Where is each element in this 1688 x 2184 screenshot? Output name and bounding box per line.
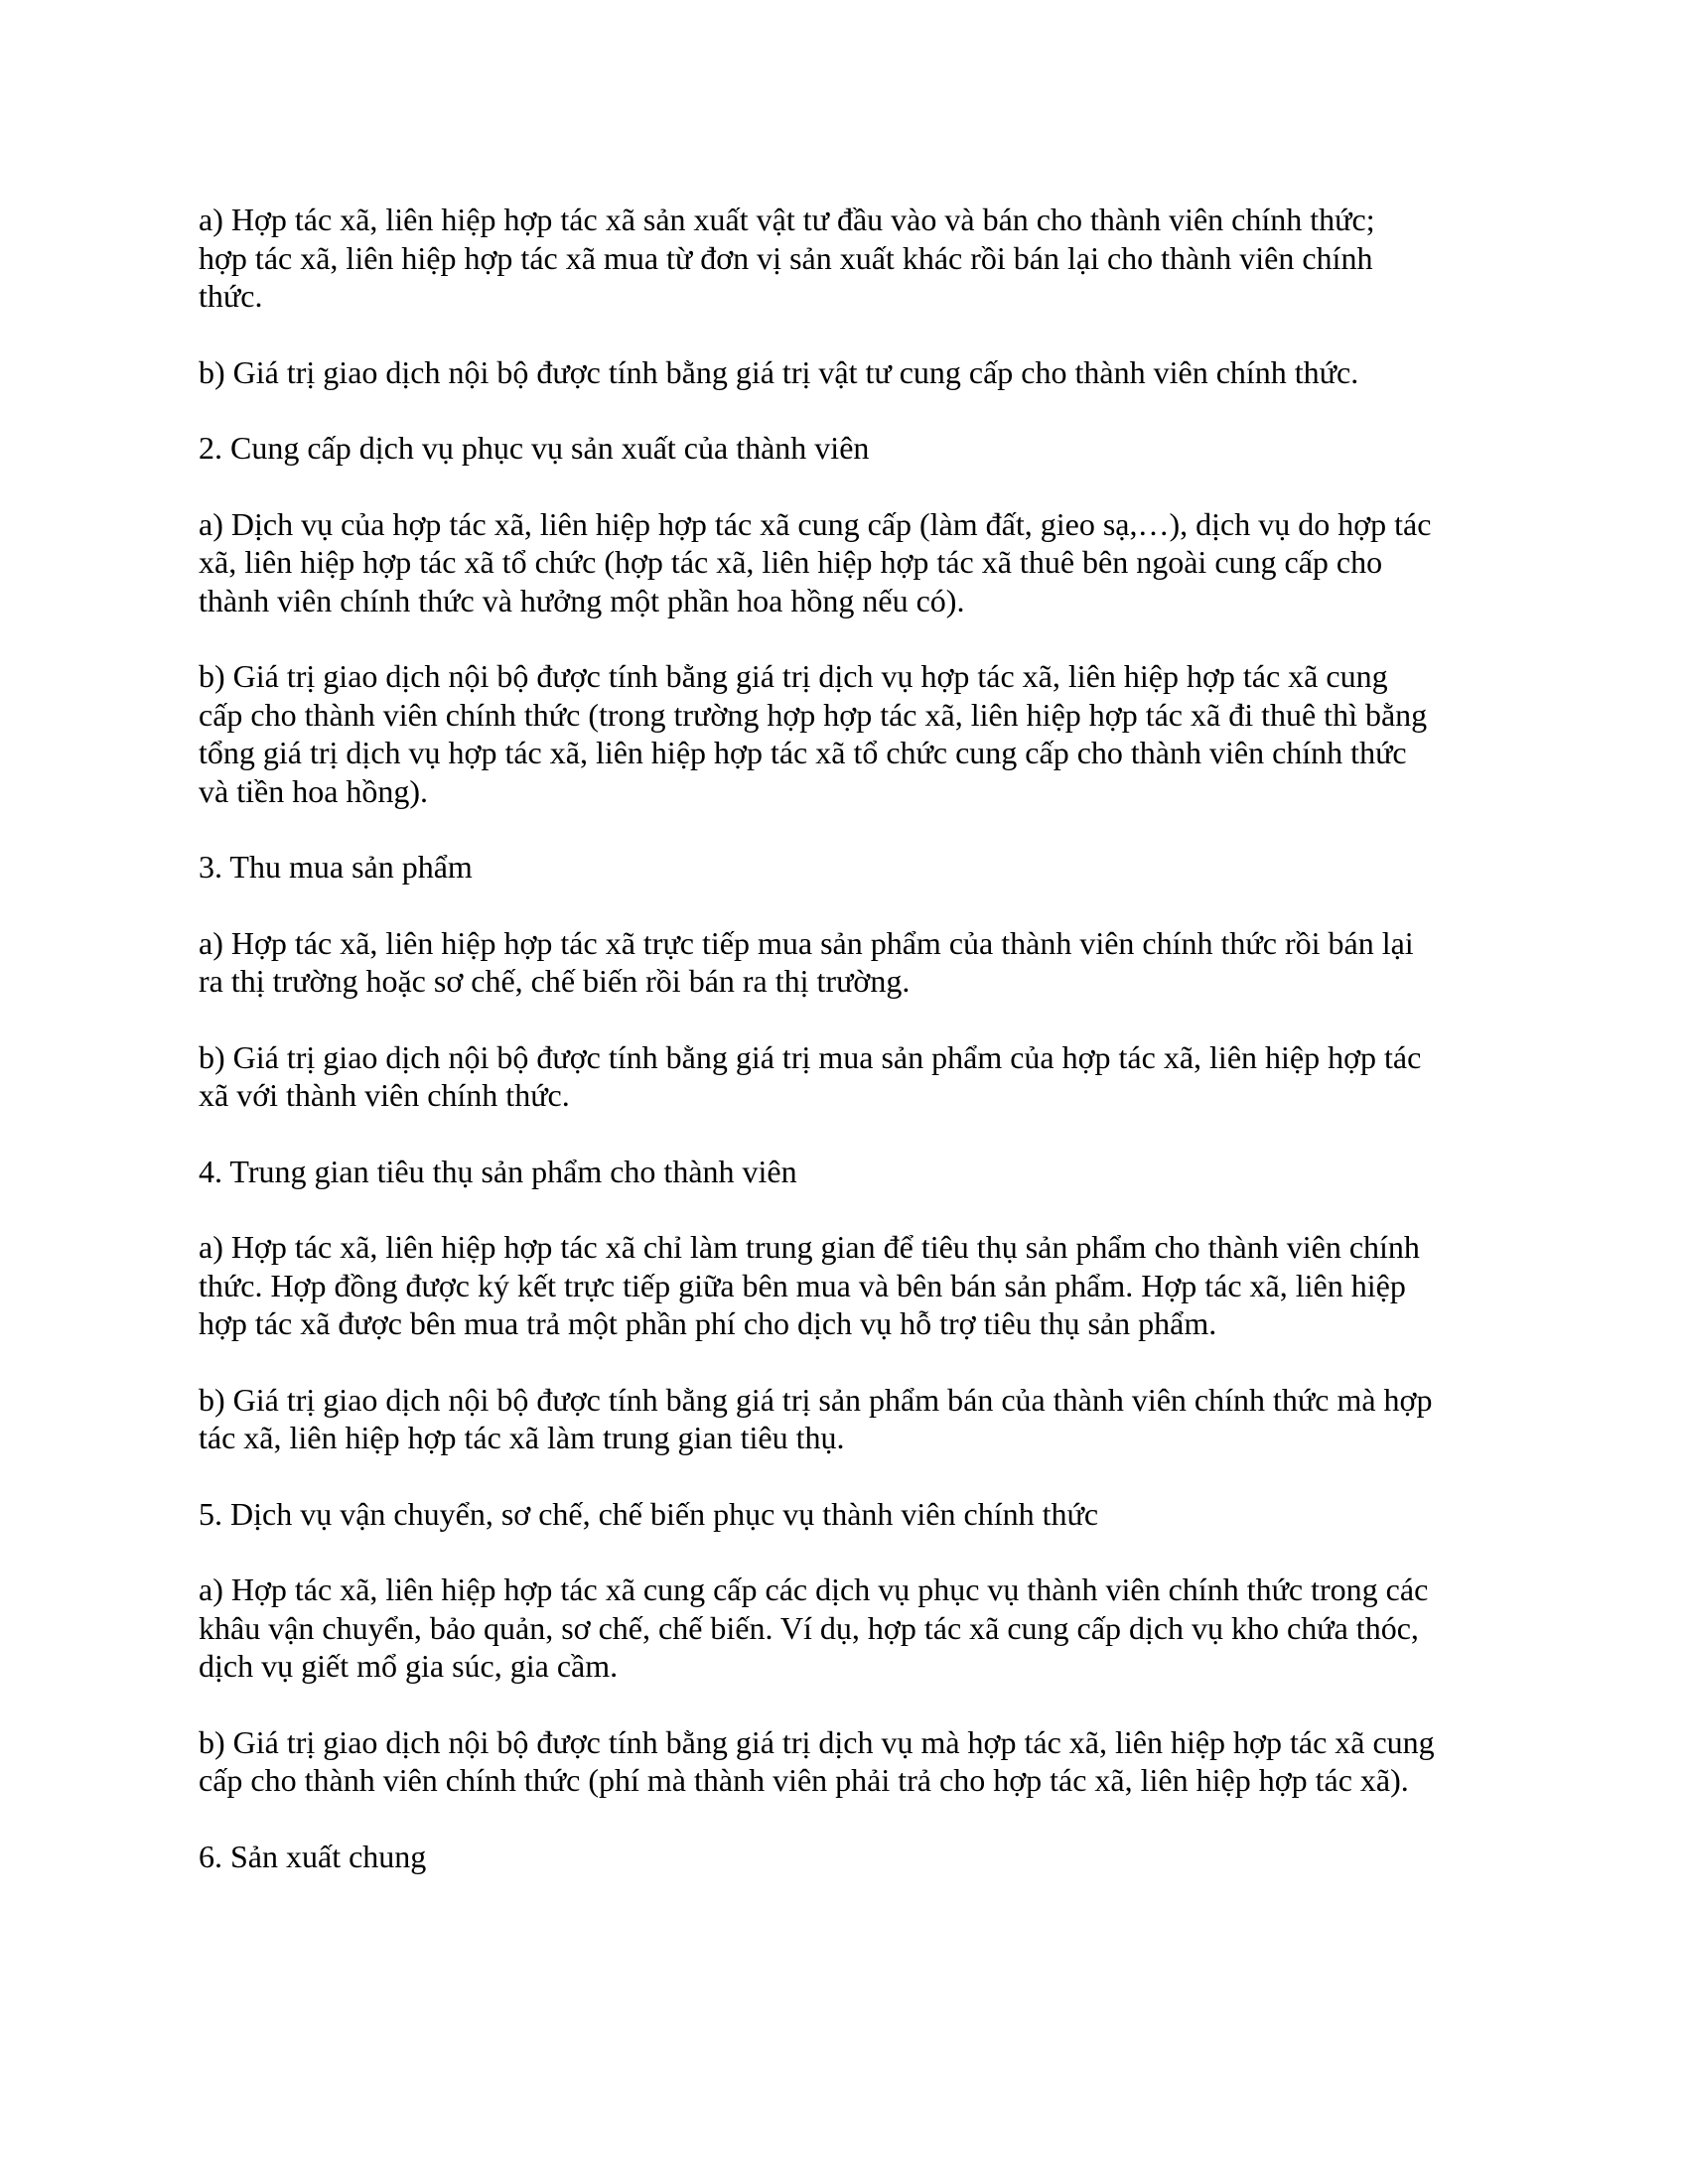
heading-line: 4. Trung gian tiêu thụ sản phẩm cho thành viên [199, 1153, 797, 1189]
text-line: a) Hợp tác xã, liên hiệp hợp tác xã chỉ làm trung gian để tiêu thụ sản phẩm cho thành viên chính [199, 1229, 1420, 1265]
section-heading-5 [199, 1495, 1499, 1534]
text-line: a) Dịch vụ của hợp tác xã, liên hiệp hợp tác xã cung cấp (làm đất, gieo sạ,…), dịch vụ do hợp tác [199, 505, 1432, 542]
text-line: ra thị trường hoặc sơ chế, chế biến rồi bán ra thị trường. [199, 963, 911, 999]
text-line: b) Giá trị giao dịch nội bộ được tính bằng giá trị mua sản phẩm của hợp tác xã, liên hiệp hợp tác [199, 1038, 1422, 1075]
paragraph-3b-purchase-value [199, 1038, 1499, 1115]
paragraph-2a-services [199, 505, 1499, 620]
paragraph-4a-intermediary [199, 1228, 1499, 1343]
text-line: b) Giá trị giao dịch nội bộ được tính bằng giá trị vật tư cung cấp cho thành viên chính thức. [199, 353, 1359, 390]
section-heading-2 [199, 429, 1499, 468]
text-line: thức. Hợp đồng được ký kết trực tiếp giữa bên mua và bên bán sản phẩm. Hợp tác xã, liên hiệp [199, 1267, 1406, 1303]
section-heading-4 [199, 1153, 1499, 1191]
document-page [199, 201, 1499, 1913]
text-line: a) Hợp tác xã, liên hiệp hợp tác xã cung cấp các dịch vụ phục vụ thành viên chính thức trong các [199, 1571, 1429, 1607]
text-line: xã, liên hiệp hợp tác xã tổ chức (hợp tác xã, liên hiệp hợp tác xã thuê bên ngoài cung cấp cho [199, 544, 1383, 580]
text-line: dịch vụ giết mổ gia súc, gia cầm. [199, 1648, 619, 1684]
text-line: b) Giá trị giao dịch nội bộ được tính bằng giá trị dịch vụ hợp tác xã, liên hiệp hợp tác xã cung [199, 658, 1388, 694]
heading-line: 3. Thu mua sản phẩm [199, 849, 473, 885]
text-line: khâu vận chuyển, bảo quản, sơ chế, chế biến. Ví dụ, hợp tác xã cung cấp dịch vụ kho chứa thóc, [199, 1609, 1419, 1646]
paragraph-1a-supply [199, 201, 1499, 316]
text-line: b) Giá trị giao dịch nội bộ được tính bằng giá trị sản phẩm bán của thành viên chính thức mà hợp [199, 1381, 1433, 1418]
paragraph-5b-processing-value [199, 1723, 1499, 1800]
text-line: và tiền hoa hồng). [199, 772, 429, 809]
paragraph-5a-processing [199, 1570, 1499, 1686]
heading-line: 2. Cung cấp dịch vụ phục vụ sản xuất của thành viên [199, 430, 870, 466]
section-heading-6 [199, 1838, 1499, 1876]
text-line: thành viên chính thức và hưởng một phần hoa hồng nếu có). [199, 582, 965, 618]
paragraph-3a-purchase [199, 924, 1499, 1001]
text-line: hợp tác xã được bên mua trả một phần phí cho dịch vụ hỗ trợ tiêu thụ sản phẩm. [199, 1305, 1217, 1341]
text-line: thức. [199, 278, 263, 314]
section-heading-3 [199, 848, 1499, 887]
text-line: a) Hợp tác xã, liên hiệp hợp tác xã trực tiếp mua sản phẩm của thành viên chính thức rồi bán lại [199, 924, 1414, 961]
text-line: tác xã, liên hiệp hợp tác xã làm trung gian tiêu thụ. [199, 1420, 845, 1455]
heading-line: 6. Sản xuất chung [199, 1838, 427, 1874]
text-line: xã với thành viên chính thức. [199, 1077, 570, 1113]
text-line: hợp tác xã, liên hiệp hợp tác xã mua từ đơn vị sản xuất khác rồi bán lại cho thành viên chính [199, 239, 1373, 276]
text-line: cấp cho thành viên chính thức (trong trường hợp hợp tác xã, liên hiệp hợp tác xã đi thuê thì bằng [199, 696, 1428, 733]
text-line: b) Giá trị giao dịch nội bộ được tính bằng giá trị dịch vụ mà hợp tác xã, liên hiệp hợp tác xã cung [199, 1723, 1435, 1760]
paragraph-1b-supply-value [199, 353, 1499, 392]
text-line: a) Hợp tác xã, liên hiệp hợp tác xã sản xuất vật tư đầu vào và bán cho thành viên chính thức; [199, 202, 1375, 237]
text-line: cấp cho thành viên chính thức (phí mà thành viên phải trả cho hợp tác xã, liên hiệp hợp tác xã). [199, 1762, 1409, 1798]
paragraph-2b-services-value [199, 657, 1499, 810]
paragraph-4b-intermediary-value [199, 1381, 1499, 1457]
text-line: tổng giá trị dịch vụ hợp tác xã, liên hiệp hợp tác xã tổ chức cung cấp cho thành viên chính thức [199, 735, 1407, 770]
heading-line: 5. Dịch vụ vận chuyển, sơ chế, chế biến phục vụ thành viên chính thức [199, 1495, 1099, 1532]
